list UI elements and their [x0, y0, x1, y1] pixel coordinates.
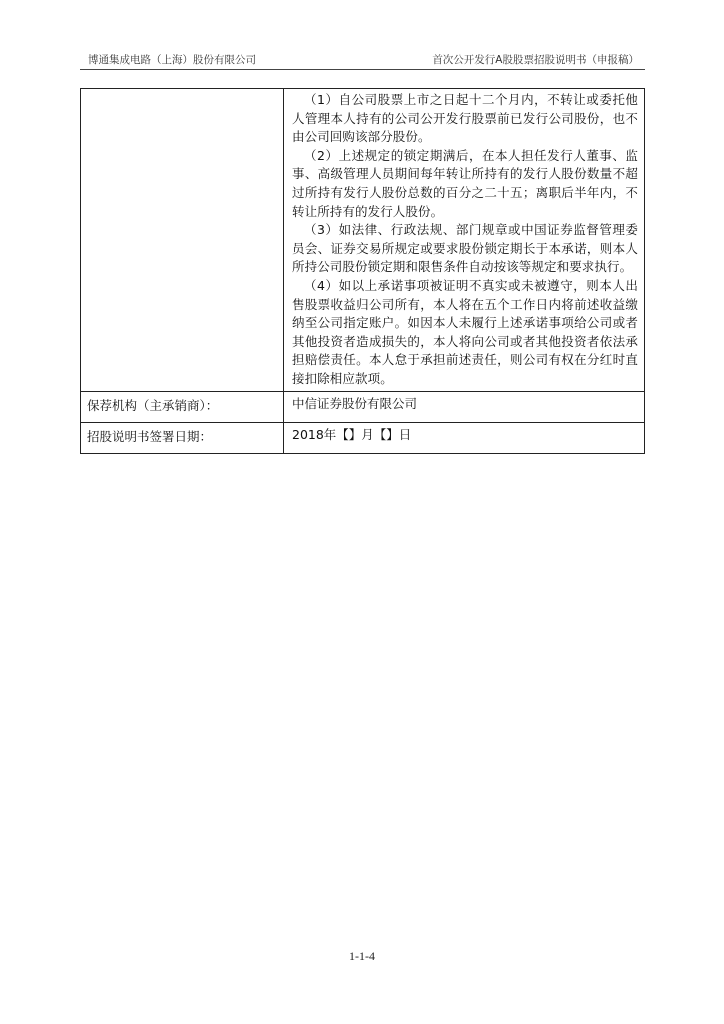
sponsor-label: 保荐机构（主承销商）：	[81, 391, 284, 422]
commitment-paragraph-3: （3）如法律、行政法规、部门规章或中国证券监督管理委员会、证券交易所规定或要求股份锁定期长于本承诺，则本人所持公司股份锁定期和限售条件自动按该等规定和要求执行。	[292, 222, 638, 275]
commitment-paragraph-2: （2）上述规定的锁定期满后，在本人担任发行人董事、监事、高级管理人员期间每年转让所持有的发行人股份数量不超过所持有发行人股份总数的百分之二十五；离职后半年内，不转让所持有的发行人股份。	[292, 147, 638, 219]
page-header	[80, 50, 645, 68]
prospectus-info-table	[80, 88, 645, 454]
header-divider	[80, 69, 645, 70]
document-title: 首次公开发行A股股票招股说明书（申报稿）	[432, 54, 639, 66]
table-row-signing-date	[81, 422, 645, 453]
empty-label-cell	[81, 89, 284, 392]
table-row-sponsor	[81, 391, 645, 422]
commitment-cell	[284, 89, 645, 392]
commitment-paragraph-1: （1）自公司股票上市之日起十二个月内，不转让或委托他人管理本人持有的公司公开发行股票前已发行公司股份，也不由公司回购该部分股份。	[292, 92, 638, 145]
signing-date-label: 招股说明书签署日期：	[81, 422, 284, 453]
table-row-commitment	[81, 89, 645, 392]
page-number: 1-1-4	[349, 949, 375, 963]
sponsor-value: 中信证券股份有限公司	[284, 391, 645, 422]
company-name: 博通集成电路（上海）股份有限公司	[88, 54, 256, 66]
commitment-paragraph-4: （4）如以上承诺事项被证明不真实或未被遵守，则本人出售股票收益归公司所有，本人将在五个工作日内将前述收益缴纳至公司指定账户。如因本人未履行上述承诺事项给公司或者其他投资者造成损失的，本人将向公司或者其他投资者依法承担赔偿责任。本人怠于承担前述责任，则公司有权在分红时直接扣除相应款项。	[292, 277, 638, 386]
signing-date-value: 2018年【】月【】日	[284, 422, 645, 453]
